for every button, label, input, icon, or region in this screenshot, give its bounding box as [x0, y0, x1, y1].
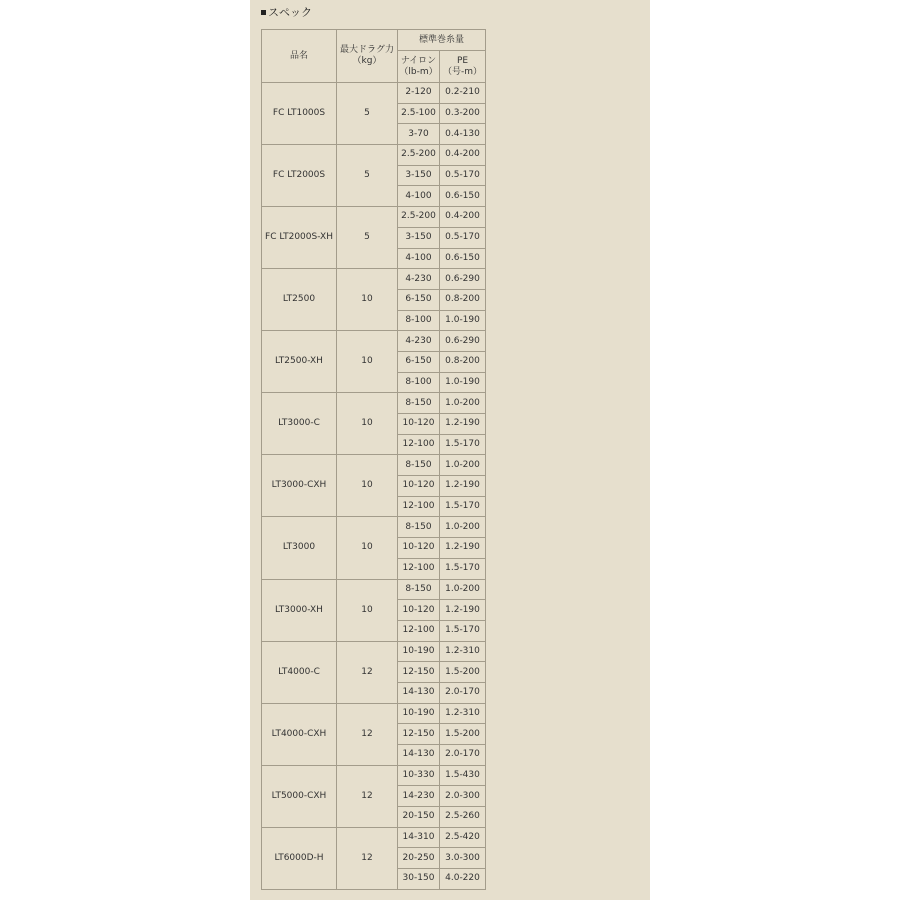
pe-capacity-cell: 1.2-310: [440, 641, 486, 662]
pe-capacity-cell: 2.0-300: [440, 786, 486, 807]
pe-capacity-cell: 1.5-170: [440, 434, 486, 455]
pe-capacity-cell: 1.0-200: [440, 579, 486, 600]
model-name-cell: LT6000D-H: [262, 827, 337, 889]
nylon-capacity-cell: 10-120: [398, 476, 440, 497]
nylon-capacity-cell: 12-150: [398, 724, 440, 745]
model-name-cell: LT2500: [262, 269, 337, 331]
pe-capacity-cell: 0.8-200: [440, 289, 486, 310]
pe-capacity-cell: 1.5-200: [440, 724, 486, 745]
table-row: [262, 703, 486, 724]
nylon-capacity-cell: 12-100: [398, 496, 440, 517]
nylon-capacity-cell: 8-150: [398, 455, 440, 476]
max-drag-cell: 5: [337, 207, 398, 269]
nylon-capacity-cell: 8-100: [398, 372, 440, 393]
section-title: [261, 4, 312, 20]
pe-capacity-cell: 3.0-300: [440, 848, 486, 869]
model-name-cell: FC LT2000S: [262, 145, 337, 207]
max-drag-cell: 12: [337, 641, 398, 703]
pe-capacity-cell: 0.4-200: [440, 207, 486, 228]
nylon-capacity-cell: 2-120: [398, 83, 440, 104]
spec-table: [261, 29, 486, 890]
max-drag-cell: 10: [337, 393, 398, 455]
pe-capacity-cell: 1.0-190: [440, 310, 486, 331]
table-row: [262, 517, 486, 538]
nylon-capacity-cell: 8-150: [398, 517, 440, 538]
model-name-cell: LT4000-C: [262, 641, 337, 703]
nylon-capacity-cell: 12-100: [398, 434, 440, 455]
pe-capacity-cell: 0.6-290: [440, 269, 486, 290]
pe-capacity-cell: 0.3-200: [440, 103, 486, 124]
nylon-capacity-cell: 10-330: [398, 765, 440, 786]
pe-capacity-cell: 0.6-150: [440, 186, 486, 207]
table-row: [262, 207, 486, 228]
nylon-capacity-cell: 10-120: [398, 600, 440, 621]
table-row: [262, 827, 486, 848]
header-nylon-line2: （lb-m）: [399, 66, 438, 77]
model-name-cell: LT4000-CXH: [262, 703, 337, 765]
pe-capacity-cell: 1.0-200: [440, 517, 486, 538]
pe-capacity-cell: 0.4-200: [440, 145, 486, 166]
table-row: [262, 393, 486, 414]
pe-capacity-cell: 1.2-310: [440, 703, 486, 724]
max-drag-cell: 10: [337, 269, 398, 331]
model-name-cell: FC LT1000S: [262, 83, 337, 145]
pe-capacity-cell: 0.5-170: [440, 227, 486, 248]
pe-capacity-cell: 1.2-190: [440, 414, 486, 435]
pe-capacity-cell: 1.5-170: [440, 496, 486, 517]
pe-capacity-cell: 2.5-420: [440, 827, 486, 848]
nylon-capacity-cell: 2.5-100: [398, 103, 440, 124]
header-pe-line1: PE: [456, 55, 469, 66]
header-drag-line2: （kg）: [352, 56, 382, 66]
pe-capacity-cell: 1.2-190: [440, 476, 486, 497]
pe-capacity-cell: 0.4-130: [440, 124, 486, 145]
pe-capacity-cell: 1.0-190: [440, 372, 486, 393]
pe-capacity-cell: 1.2-190: [440, 538, 486, 559]
nylon-capacity-cell: 6-150: [398, 351, 440, 372]
nylon-capacity-cell: 14-130: [398, 745, 440, 766]
pe-capacity-cell: 4.0-220: [440, 869, 486, 890]
max-drag-cell: 10: [337, 455, 398, 517]
model-name-cell: LT3000-XH: [262, 579, 337, 641]
pe-capacity-cell: 2.0-170: [440, 745, 486, 766]
nylon-capacity-cell: 20-250: [398, 848, 440, 869]
nylon-capacity-cell: 3-150: [398, 227, 440, 248]
square-bullet-icon: [261, 10, 266, 15]
header-name: 品名: [262, 30, 337, 83]
nylon-capacity-cell: 12-100: [398, 620, 440, 641]
nylon-capacity-cell: 3-70: [398, 124, 440, 145]
table-row: [262, 331, 486, 352]
header-nylon: [398, 51, 440, 83]
nylon-capacity-cell: 20-150: [398, 807, 440, 828]
nylon-capacity-cell: 14-130: [398, 682, 440, 703]
header-capacity: 標準巻糸量: [398, 30, 486, 51]
pe-capacity-cell: 1.5-430: [440, 765, 486, 786]
max-drag-cell: 5: [337, 83, 398, 145]
nylon-capacity-cell: 4-230: [398, 331, 440, 352]
nylon-capacity-cell: 8-150: [398, 579, 440, 600]
pe-capacity-cell: 1.0-200: [440, 393, 486, 414]
spec-table-body: [262, 83, 486, 890]
nylon-capacity-cell: 10-190: [398, 703, 440, 724]
pe-capacity-cell: 2.0-170: [440, 682, 486, 703]
nylon-capacity-cell: 3-150: [398, 165, 440, 186]
table-row: [262, 83, 486, 104]
header-nylon-line1: ナイロン: [400, 55, 437, 66]
table-row: [262, 145, 486, 166]
nylon-capacity-cell: 10-120: [398, 414, 440, 435]
table-row: [262, 455, 486, 476]
nylon-capacity-cell: 8-100: [398, 310, 440, 331]
section-title-text: スペック: [268, 6, 312, 19]
nylon-capacity-cell: 8-150: [398, 393, 440, 414]
pe-capacity-cell: 0.6-290: [440, 331, 486, 352]
pe-capacity-cell: 1.5-200: [440, 662, 486, 683]
nylon-capacity-cell: 4-100: [398, 248, 440, 269]
max-drag-cell: 12: [337, 827, 398, 889]
nylon-capacity-cell: 4-230: [398, 269, 440, 290]
nylon-capacity-cell: 30-150: [398, 869, 440, 890]
max-drag-cell: 10: [337, 517, 398, 579]
pe-capacity-cell: 0.2-210: [440, 83, 486, 104]
model-name-cell: LT3000-C: [262, 393, 337, 455]
nylon-capacity-cell: 2.5-200: [398, 145, 440, 166]
header-drag: [337, 30, 398, 83]
pe-capacity-cell: 1.5-170: [440, 620, 486, 641]
pe-capacity-cell: 2.5-260: [440, 807, 486, 828]
table-row: [262, 269, 486, 290]
spec-panel: [250, 0, 650, 900]
pe-capacity-cell: 0.6-150: [440, 248, 486, 269]
nylon-capacity-cell: 10-120: [398, 538, 440, 559]
pe-capacity-cell: 0.5-170: [440, 165, 486, 186]
header-pe: [440, 51, 486, 83]
max-drag-cell: 5: [337, 145, 398, 207]
model-name-cell: LT2500-XH: [262, 331, 337, 393]
nylon-capacity-cell: 6-150: [398, 289, 440, 310]
table-row: [262, 765, 486, 786]
header-drag-line1: 最大ドラグ力: [339, 45, 394, 55]
nylon-capacity-cell: 12-150: [398, 662, 440, 683]
nylon-capacity-cell: 4-100: [398, 186, 440, 207]
pe-capacity-cell: 1.5-170: [440, 558, 486, 579]
max-drag-cell: 12: [337, 703, 398, 765]
model-name-cell: LT3000: [262, 517, 337, 579]
table-row: [262, 579, 486, 600]
table-row: [262, 641, 486, 662]
model-name-cell: FC LT2000S-XH: [262, 207, 337, 269]
max-drag-cell: 10: [337, 579, 398, 641]
header-pe-line2: （号-m）: [442, 66, 482, 77]
pe-capacity-cell: 1.0-200: [440, 455, 486, 476]
max-drag-cell: 10: [337, 331, 398, 393]
nylon-capacity-cell: 12-100: [398, 558, 440, 579]
model-name-cell: LT3000-CXH: [262, 455, 337, 517]
pe-capacity-cell: 0.8-200: [440, 351, 486, 372]
nylon-capacity-cell: 14-310: [398, 827, 440, 848]
nylon-capacity-cell: 14-230: [398, 786, 440, 807]
nylon-capacity-cell: 10-190: [398, 641, 440, 662]
max-drag-cell: 12: [337, 765, 398, 827]
nylon-capacity-cell: 2.5-200: [398, 207, 440, 228]
pe-capacity-cell: 1.2-190: [440, 600, 486, 621]
model-name-cell: LT5000-CXH: [262, 765, 337, 827]
